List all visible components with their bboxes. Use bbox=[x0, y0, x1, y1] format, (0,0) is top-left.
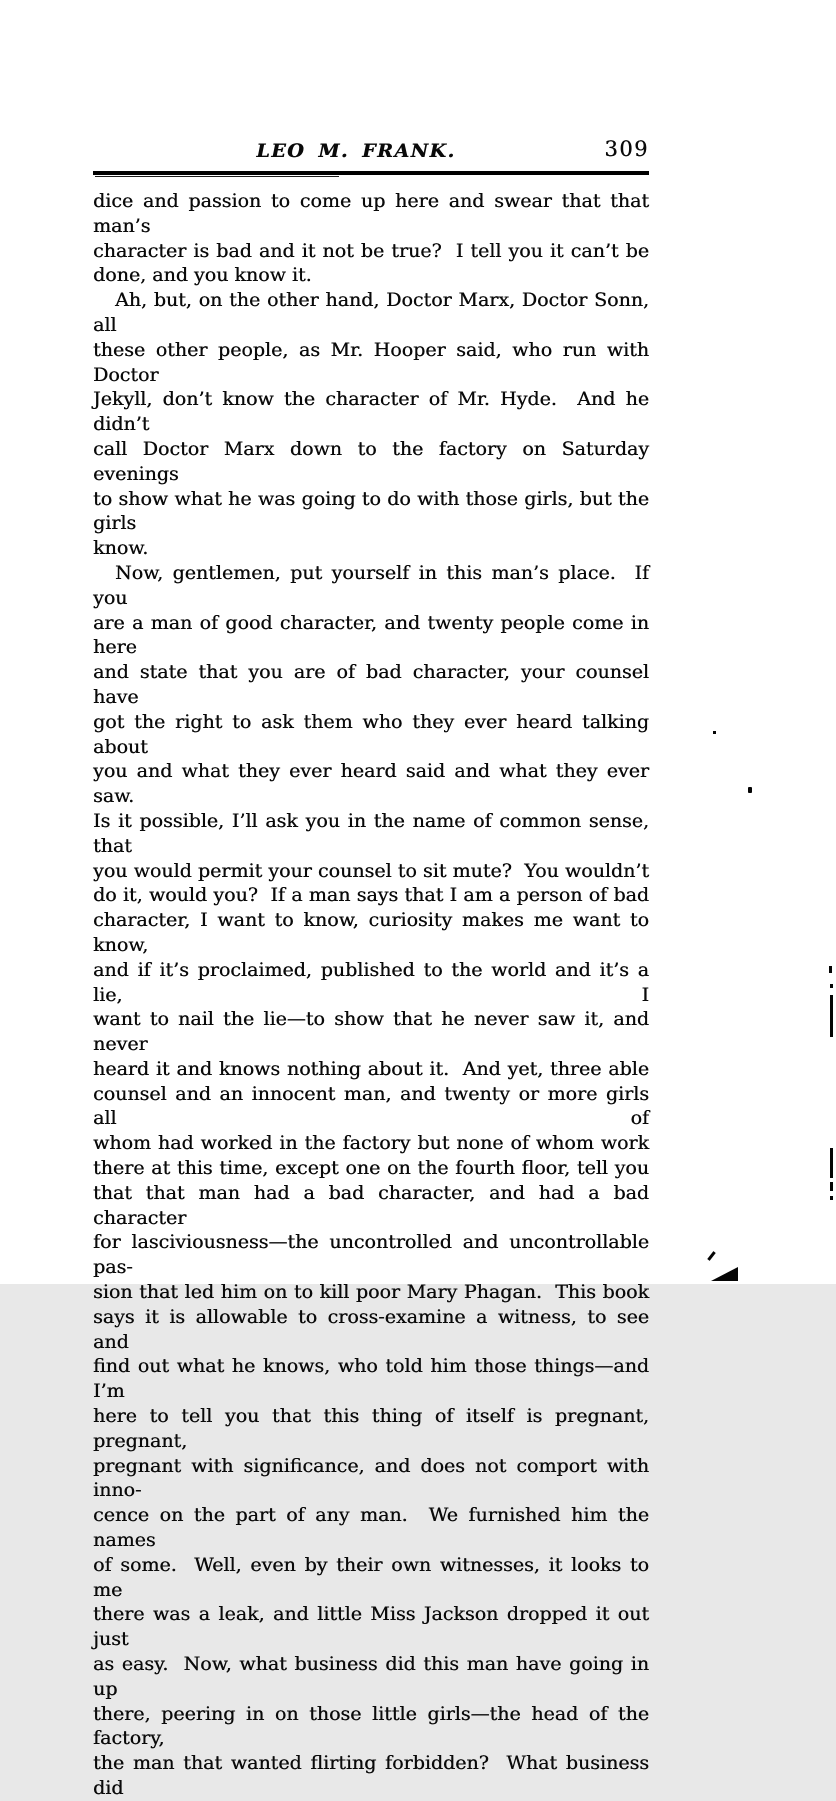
text-line: want to nail the lie—to show that he never saw it, and never bbox=[93, 1008, 656, 1056]
paragraph bbox=[93, 189, 656, 288]
text-line: know. bbox=[93, 537, 149, 560]
text-line: of some. Well, even by their own witnesses, it looks to me bbox=[93, 1553, 656, 1601]
header-rule bbox=[93, 171, 649, 175]
text-line: here to tell you that this thing of itself is pregnant, pregnant, bbox=[93, 1405, 656, 1452]
text-line: there, peering in on those little girls—the head of the factory, bbox=[93, 1702, 656, 1750]
text-column bbox=[93, 137, 656, 1801]
text-line: character is bad and it not be true? I tell you it can’t be bbox=[93, 239, 649, 262]
text-line: got the right to ask them who they ever heard talking about bbox=[93, 710, 656, 758]
page-title: LEO M. FRANK. bbox=[256, 140, 456, 162]
scan-speck bbox=[713, 731, 716, 734]
paragraph bbox=[93, 288, 656, 561]
paragraph bbox=[93, 561, 656, 1801]
text-line: are a man of good character, and twenty people come in here bbox=[93, 611, 656, 659]
text-line: the man that wanted flirting forbidden? What business did bbox=[93, 1752, 656, 1799]
text-line: cence on the part of any man. We furnished him the names bbox=[93, 1504, 656, 1552]
text-line: Now, gentlemen, put yourself in this man’s place. If you bbox=[93, 561, 656, 609]
text-line: to show what he was going to do with those girls, but the girls bbox=[93, 487, 656, 535]
text-line: and state that you are of bad character, your counsel have bbox=[93, 661, 656, 708]
text-line: you would permit your counsel to sit mute? You wouldn’t bbox=[93, 859, 649, 882]
text-line: there was a leak, and little Miss Jackson dropped it out just bbox=[93, 1603, 656, 1651]
scan-speck bbox=[748, 787, 752, 793]
scan-edge-mark bbox=[830, 1196, 833, 1200]
text-line: dice and passion to come up here and swear that that man’s bbox=[93, 190, 656, 237]
text-line: whom had worked in the factory but none of whom work bbox=[93, 1132, 649, 1155]
text-line: sion that led him on to kill poor Mary Phagan. This book bbox=[93, 1281, 649, 1304]
text-line: counsel and an innocent man, and twenty or more girls all of bbox=[93, 1082, 656, 1130]
text-line: there at this time, except one on the fourth floor, tell you bbox=[93, 1157, 649, 1180]
ink-wedge-artifact bbox=[711, 1267, 738, 1281]
text-line: that that man had a bad character, and had a bad character bbox=[93, 1181, 656, 1229]
scan-edge-mark bbox=[830, 984, 833, 988]
text-line: you and what they ever heard said and what they ever saw. bbox=[93, 760, 656, 808]
text-line: Is it possible, I’ll ask you in the name of common sense, that bbox=[93, 809, 656, 857]
text-line: Jekyll, don’t know the character of Mr. Hyde. And he didn’t bbox=[93, 388, 656, 436]
running-head bbox=[93, 137, 649, 167]
scan-edge-mark bbox=[829, 966, 832, 973]
ink-tick-artifact bbox=[707, 1251, 716, 1261]
text-line: heard it and knows nothing about it. And yet, three able bbox=[93, 1057, 649, 1080]
text-line: do it, would you? If a man says that I am a person of bad bbox=[93, 884, 649, 907]
page-body bbox=[93, 189, 656, 1801]
scan-edge-mark bbox=[830, 995, 833, 1037]
text-line: character, I want to know, curiosity makes me want to know, bbox=[93, 909, 656, 956]
text-line: these other people, as Mr. Hooper said, who run with Doctor bbox=[93, 338, 656, 386]
scan-edge-mark bbox=[830, 1148, 833, 1178]
text-line: call Doctor Marx down to the factory on Saturday evenings bbox=[93, 437, 656, 485]
text-line: pregnant with significance, and does not comport with inno- bbox=[93, 1454, 656, 1502]
text-line: says it is allowable to cross-examine a witness, to see and bbox=[93, 1305, 656, 1353]
text-line: done, and you know it. bbox=[93, 264, 312, 287]
text-line: as easy. Now, what business did this man have going in up bbox=[93, 1653, 656, 1700]
text-line: find out what he knows, who told him those things—and I’m bbox=[93, 1355, 656, 1403]
text-line: Ah, but, on the other hand, Doctor Marx, Doctor Sonn, all bbox=[93, 289, 656, 336]
scan-edge-mark bbox=[830, 1182, 833, 1191]
page-number: 309 bbox=[604, 137, 649, 161]
text-line: for lasciviousness—the uncontrolled and uncontrollable pas- bbox=[93, 1231, 656, 1279]
text-line: and if it’s proclaimed, published to the world and it’s a lie, I bbox=[93, 958, 656, 1006]
